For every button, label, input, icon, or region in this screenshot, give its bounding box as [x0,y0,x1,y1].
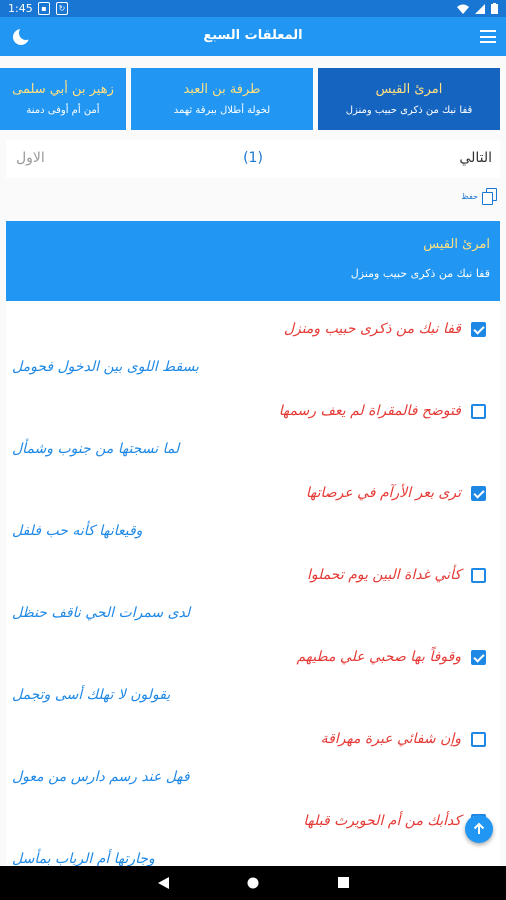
verse-checkbox[interactable] [471,732,486,747]
verse-navigation [6,140,500,178]
tab-poem-3[interactable] [0,68,126,130]
verse-first-hemistich: وقوفاً بها صحبي علي مطيهم [296,649,461,665]
sync-icon: ↻ [56,2,68,15]
tab-title: امرئ القيس [375,82,443,97]
poem-first-line: قفا نبك من ذكرى حبيب ومنزل [350,267,490,280]
verse-second-hemistich: فهل عند رسم دارس من معول [12,769,190,785]
verse-first-hemistich: فتوضح فالمقراة لم يعف رسمها [278,403,461,419]
menu-icon[interactable] [480,30,496,43]
verse-first-hemistich: ترى بعر الأرآم في عرصاتها [305,485,461,501]
tab-poem-2[interactable] [131,68,313,130]
verse-checkbox[interactable] [471,322,486,337]
battery-icon [491,3,498,14]
copy-action[interactable] [461,188,496,204]
arrow-up-icon [472,822,486,836]
status-bar [0,0,506,17]
poem-card [6,221,500,866]
tab-title: زهير بن أبي سلمى [12,82,114,97]
verse-checkbox[interactable] [471,404,486,419]
verse-first-hemistich: كأني غداة البين يوم تحملوا [306,567,461,583]
verse-checkbox[interactable] [471,568,486,583]
verse-checkbox[interactable] [471,486,486,501]
status-time: 1:45 [8,2,33,15]
main-content [0,56,506,866]
scroll-top-button[interactable] [465,815,493,843]
copy-icon[interactable] [482,188,496,204]
verse-second-hemistich: لدى سمرات الحي ناقف حنظل [12,605,191,621]
verse-checkbox[interactable] [471,650,486,665]
verse-second-hemistich: وقيعانها كأنه حب فلفل [12,523,143,539]
verse-second-hemistich: بسقط اللوى بين الدخول فحومل [12,359,199,375]
first-button[interactable]: الاول [16,150,45,166]
current-page-number: (1) [243,150,263,166]
tab-title: طرفة بن العبد [183,82,261,97]
wifi-icon [457,4,469,14]
verse-second-hemistich: وجارتها أم الرباب بمأسل [12,851,155,866]
app-title: المعلقات السبع [203,28,303,43]
back-icon[interactable] [158,877,169,889]
tab-poem-1[interactable] [318,68,500,130]
next-button[interactable]: التالي [459,150,492,166]
system-navigation-bar [0,866,506,900]
app-bar [0,17,506,56]
tab-subtitle: أمن أم أوفى دمنة [26,105,100,116]
signal-icon [475,4,485,14]
poet-name: امرئ القيس [423,237,490,252]
verse-first-hemistich: وإن شفائي عبرة مهراقة [320,731,461,747]
recents-icon[interactable] [338,877,349,888]
tab-subtitle: قفا نبك من ذكرى حبيب ومنزل [345,105,473,116]
tab-subtitle: لخولة أطلال ببرقة ثهمد [173,105,271,116]
home-icon[interactable] [247,877,259,889]
copy-label: حفظ [461,191,478,201]
verse-second-hemistich: يقولون لا تهلك أسى وتجمل [12,687,171,703]
verse-second-hemistich: لما نسجتها من جنوب وشمأل [12,441,180,457]
sim-icon: ▪ [38,2,50,15]
verse-first-hemistich: كدأبك من أم الحويرث قبلها [303,813,461,829]
verse-first-hemistich: قفا نبك من ذكرى حبيب ومنزل [283,321,461,337]
poem-header [6,221,500,301]
